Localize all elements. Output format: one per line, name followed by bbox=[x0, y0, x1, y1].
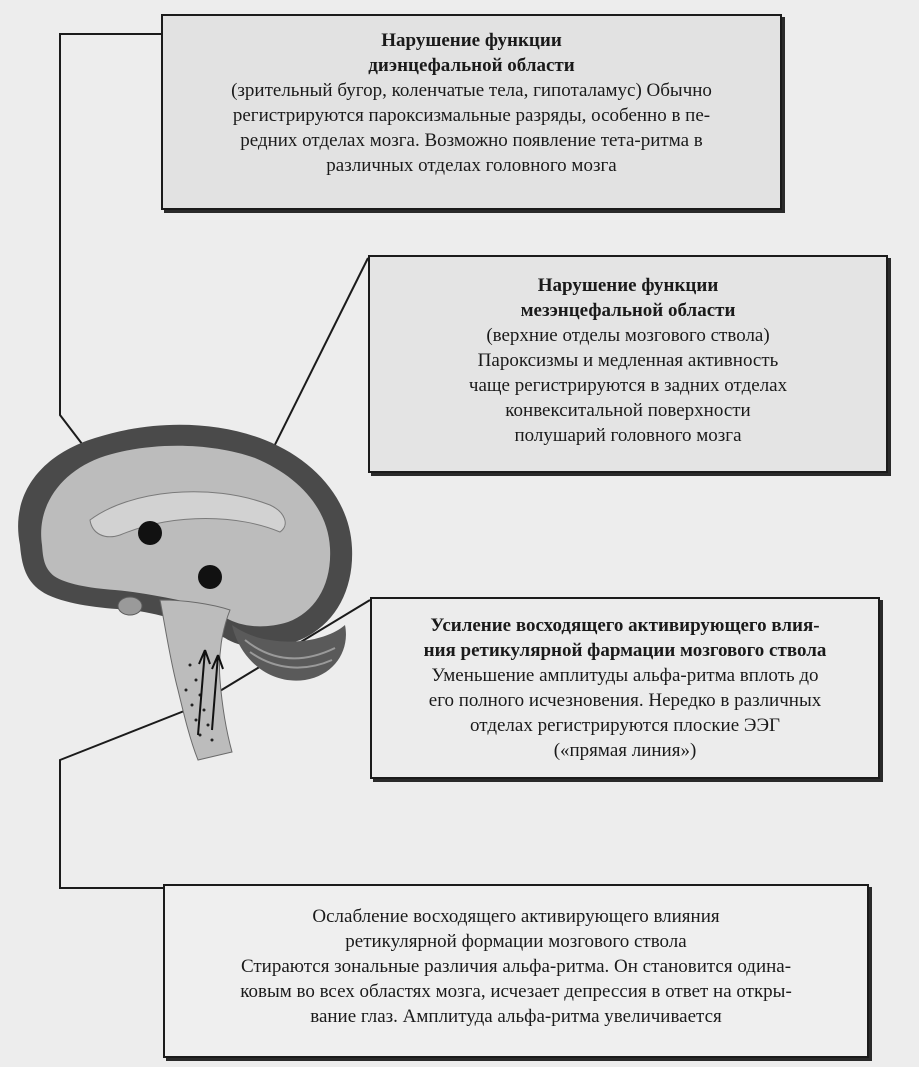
activating-influence-decrease-box bbox=[163, 884, 869, 1058]
box-text-line: различных отделах головного мозга bbox=[326, 155, 617, 176]
box-title-line: ния ретикулярной фармации мозгового ствола bbox=[423, 640, 827, 661]
box-text-line: чаще регистрируются в задних отделах bbox=[468, 375, 788, 396]
brain-pituitary bbox=[118, 597, 142, 615]
box-text-line: (зрительный бугор, коленчатые тела, гипоталамус) Обычно bbox=[231, 80, 712, 101]
box-text-line: Стираются зональные различия альфа-ритма. Он становится одина- bbox=[240, 956, 792, 977]
mesencephalic-marker bbox=[198, 565, 222, 589]
box-text-line: Ослабление восходящего активирующего влияния bbox=[312, 906, 720, 927]
box-title-line: диэнцефальной области bbox=[368, 55, 575, 76]
diencephalic-marker bbox=[138, 521, 162, 545]
activating-influence-increase-box bbox=[370, 597, 880, 779]
box-text-line: ретикулярной формации мозгового ствола bbox=[345, 931, 687, 952]
box-text-line: регистрируются пароксизмальные разряды, особенно в пе- bbox=[232, 105, 711, 126]
box-text-line: вание глаз. Амплитуда альфа-ритма увеличивается bbox=[310, 1006, 722, 1027]
box-text-line: конвекситальной поверхности bbox=[505, 400, 751, 421]
box-title-line: Нарушение функции bbox=[381, 30, 562, 51]
box-title-line: Усиление восходящего активирующего влия- bbox=[430, 615, 820, 636]
box-text-line: редних отделах мозга. Возможно появление тета-ритма в bbox=[240, 130, 703, 151]
brain-illustration bbox=[0, 400, 360, 820]
box-text-line: полушарий головного мозга bbox=[514, 425, 742, 446]
box-text-line: Уменьшение амплитуды альфа-ритма вплоть до bbox=[431, 665, 819, 686]
box-title-line: Нарушение функции bbox=[537, 275, 719, 296]
box-text-line: Пароксизмы и медленная активность bbox=[477, 350, 779, 371]
box-text-line: отделах регистрируются плоские ЭЭГ bbox=[470, 715, 780, 736]
mesencephalic-dysfunction-box bbox=[368, 255, 888, 473]
box-text-line: (верхние отделы мозгового ствола) bbox=[486, 325, 770, 346]
diencephalic-dysfunction-box bbox=[161, 14, 782, 210]
box-text-line: его полного исчезновения. Нередко в различных bbox=[428, 690, 822, 711]
box-text-line: («прямая линия») bbox=[553, 740, 697, 761]
box-title-line: мезэнцефальной области bbox=[520, 300, 736, 321]
box-text-line: ковым во всех областях мозга, исчезает депрессия в ответ на откры- bbox=[240, 981, 792, 1002]
